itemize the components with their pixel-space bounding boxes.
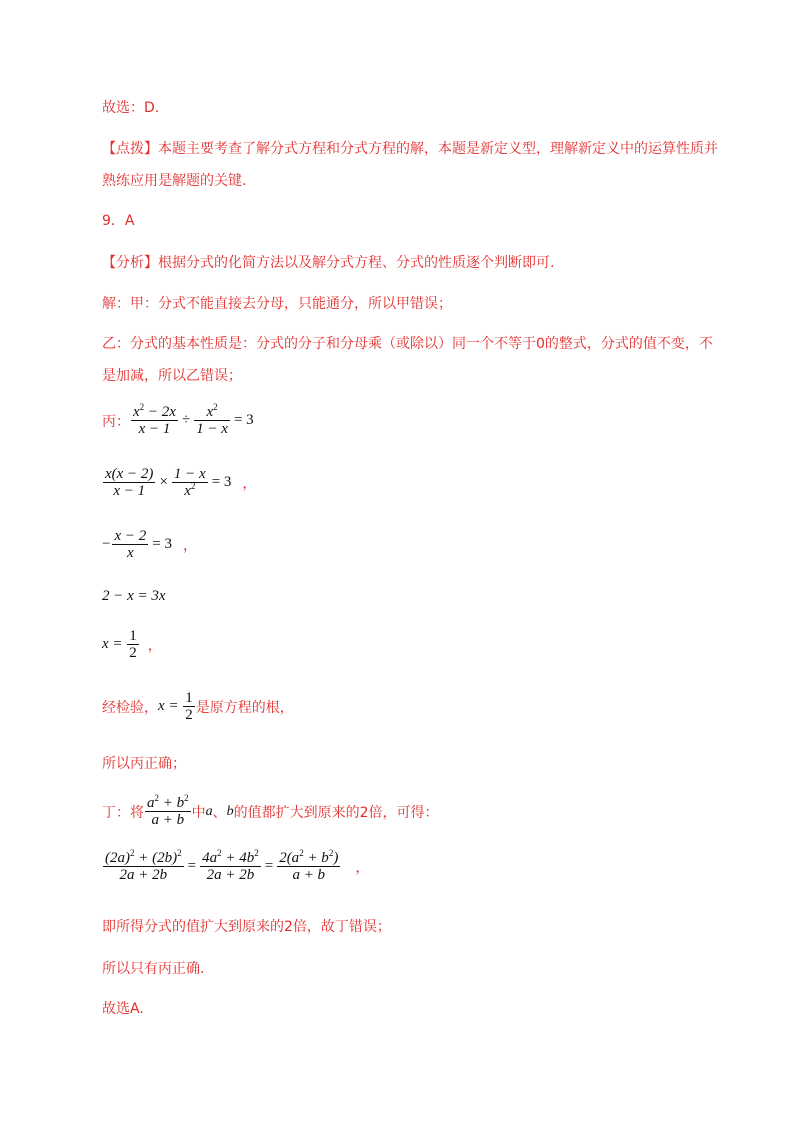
tip-text: 本题主要考查了解分式方程和分式方程的解，本题是新定义型，理解新定义中的运算性质并熟练应用是解题的关键.: [102, 141, 718, 189]
bing-equation: [102, 404, 257, 437]
bing-label: 丙：: [102, 413, 130, 430]
solution-yi: 乙：分式的基本性质是：分式的分子和分母乘（或除以）同一个不等于0的整式，分式的值不变，不是加减，所以乙错误；: [102, 336, 713, 384]
ding-mid: 中: [191, 804, 206, 821]
verification-math: x = $\frac{1}{2}$: [158, 690, 193, 723]
ding-conclusion: 即所得分式的值扩大到原来的2倍，故丁错误；: [102, 919, 391, 935]
ding-fraction: $\frac{a^2 + b^2}{a + b}$: [147, 793, 189, 828]
step-4: [102, 628, 162, 661]
step-1-math: $\frac{x(x - 2)}{x - 1}$ × $\frac{1 - x}{x^2}$ = 3: [105, 466, 232, 499]
bing-math: $\frac{x^2 - 2x}{x - 1}$ ÷ $\frac{x^2}{1 - x}$ = 3: [133, 402, 254, 437]
ding-equation-comma: ，: [355, 859, 370, 876]
ding-equation-math: $\frac{(2a)^2 + (2b)^2}{2a + 2b}$ = $\frac{4a^2 + 4b^2}{2a + 2b}$ = $\frac{2(a^2 + b^2)}{a + b}$: [105, 848, 339, 883]
question-number: 9．A: [102, 213, 135, 229]
step-3-math: 2 − x = 3x: [102, 588, 166, 604]
ding-equation: [102, 850, 369, 883]
verification-line: [102, 690, 294, 723]
var-b: b: [226, 803, 234, 819]
solution-jia: 解：甲：分式不能直接去分母，只能通分，所以甲错误；: [102, 296, 452, 312]
ding-suffix: 的值都扩大到原来的2倍，可得：: [233, 804, 439, 821]
verification-suffix: 是原方程的根，: [195, 699, 294, 716]
step-4-math: x = $\frac{1}{2}$: [102, 628, 137, 661]
tip-tag: 【点拨】: [102, 141, 158, 157]
step-2-math: − $\frac{x - 2}{x}$ = 3: [102, 528, 172, 561]
step-2: [102, 528, 197, 561]
step-1-comma: ，: [242, 475, 257, 492]
ding-sep: 、: [212, 804, 227, 821]
analysis-line: [102, 256, 554, 270]
tip-paragraph: [102, 133, 722, 197]
step-2-comma: ，: [182, 537, 197, 554]
verification-prefix: 经检验，: [102, 699, 158, 716]
analysis-tag: 【分析】: [102, 255, 158, 271]
ding-prefix: 丁：将: [102, 804, 144, 821]
step-1: [102, 466, 256, 499]
final-answer: 故选A.: [102, 1001, 144, 1017]
analysis-text: 根据分式的化简方法以及解分式方程、分式的性质逐个判断即可.: [158, 255, 555, 271]
step-4-comma: ，: [147, 637, 162, 654]
only-bing-correct: 所以只有丙正确.: [102, 961, 205, 977]
ding-line: [102, 795, 439, 828]
bing-correct: 所以丙正确；: [102, 756, 186, 772]
answer-line-d: 故选：D.: [102, 100, 160, 116]
step-3: [102, 588, 166, 605]
var-a: a: [205, 803, 213, 819]
